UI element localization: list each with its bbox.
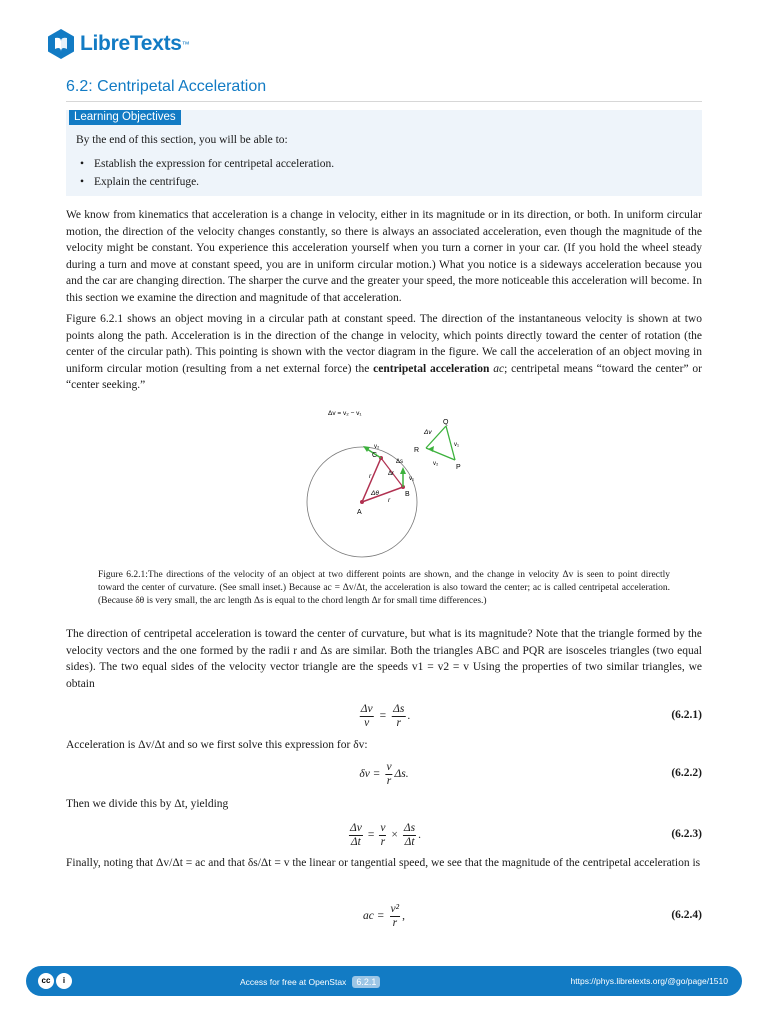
footer-url-link[interactable]: https://phys.libretexts.org/@go/page/1510 xyxy=(570,976,728,986)
attribution-icon: i xyxy=(56,973,72,989)
paragraph-figure-intro xyxy=(66,311,702,394)
symbol-ac: ac xyxy=(493,362,505,375)
figure-label-v2: v₂ xyxy=(374,444,380,450)
figure-label-ds: Δs xyxy=(396,459,404,465)
cc-icon: cc xyxy=(38,973,54,989)
figure-label-dtheta: Δθ xyxy=(371,490,379,497)
title-divider xyxy=(66,101,702,102)
equation-6-2-3: $\frac{\Delta v}{\Delta t}$ = $\frac{v}{r}$ × $\frac{\Delta s}{\Delta t}$ . (6.2.3) xyxy=(349,821,702,848)
paragraph-solve: Acceleration is Δv/Δt and so we first solve this expression for δv: xyxy=(66,739,368,751)
paragraph-divide: Then we divide this by Δt, yielding xyxy=(66,798,229,810)
learning-objectives-box xyxy=(66,110,702,196)
paragraph-finally: Finally, noting that Δv/Δt = ac and that δs/Δt = v the linear or tangential speed, we see that the magnitude of the centripetal acceleration is xyxy=(66,857,701,869)
figure-label-tri-v2: v₂ xyxy=(433,461,439,467)
libretexts-logo-icon xyxy=(46,28,76,60)
fraction: $\frac{\Delta s}{r}$ xyxy=(393,702,405,729)
figure-caption: Figure 6.2.1:The directions of the velocity of an object at two different points are shown, and the change in velocity Δv is seen to point directly toward the center of curvature. (See small inset.) Because ac = Δv/Δt, the acceleration is also toward the center; ac is called centripetal acceleration. (Because δθ is very small, the arc length Δs is equal to the chord length Δr for small time differences.) xyxy=(98,570,670,606)
fraction: $\frac{v}{r}$ xyxy=(386,760,392,787)
list-item: • Establish the expression for centripetal acceleration. xyxy=(76,156,334,174)
figure-label-C: C xyxy=(372,452,378,459)
figure-label-P: P xyxy=(456,464,461,471)
figure-label-top: Δv = v₂ − v₁ xyxy=(328,410,362,417)
equation-6-2-2: δv = $\frac{v}{r}$ Δs. (6.2.2) xyxy=(359,760,702,787)
figure-label-R: R xyxy=(414,447,420,454)
equation-number: (6.2.3) xyxy=(671,828,702,840)
page-badge: 6.2.1 xyxy=(352,976,380,988)
fraction: $\frac{\Delta v}{v}$ xyxy=(360,702,373,729)
page-title: 6.2: Centripetal Acceleration xyxy=(66,78,267,95)
equation-6-2-4: ac = $\frac{\text{v²}}{r}$ , (6.2.4) xyxy=(363,902,702,929)
libretexts-logo[interactable] xyxy=(46,26,190,62)
figure-label-r1: r xyxy=(369,473,372,480)
fraction: $\frac{\Delta s}{\Delta t}$ xyxy=(403,821,416,848)
cc-license-badge[interactable] xyxy=(38,973,74,989)
access-text: Access for free at OpenStax xyxy=(240,977,347,987)
learning-objectives-list xyxy=(76,156,334,191)
figure-label-B: B xyxy=(405,491,410,498)
figure-label-Q: Q xyxy=(443,419,449,426)
figure-centripetal-diagram xyxy=(300,402,480,562)
brand-tm: ™ xyxy=(181,39,190,49)
paragraph-text: ; centripetal means “toward the center” or “center seeking.” xyxy=(66,362,702,392)
fraction: $\frac{\text{v²}}{r}$ xyxy=(390,902,400,929)
figure-label-dv: Δv xyxy=(424,429,432,436)
figure-label-dr: Δr xyxy=(388,471,395,477)
equation-number: (6.2.2) xyxy=(671,767,702,779)
footer-bar xyxy=(26,966,742,996)
equation-number: (6.2.4) xyxy=(671,909,702,921)
paragraph-intro: We know from kinematics that acceleration is a change in velocity, either in its magnitude or in its direction, or both. In uniform circular motion, the direction of the velocity changes constantly, so there is always an associated acceleration, even though the magnitude of the velocity might be constant. You experience this acceleration yourself when you turn a corner in your car. (If you hold the wheel steady during a turn and move at constant speed, you are in uniform circular motion.) What you notice is a sideways acceleration because you and the car are changing direction. The sharper the curve and the greater your speed, the more noticeable this acceleration will become. In this section we examine the direction and magnitude of that acceleration. xyxy=(66,209,702,304)
fraction: $\frac{v}{r}$ xyxy=(380,821,386,848)
list-item: • Explain the centrifuge. xyxy=(76,174,334,192)
figure-label-tri-v1: v₁ xyxy=(454,442,460,448)
figure-label-A: A xyxy=(357,509,362,516)
figure-label-r2: r xyxy=(388,497,391,504)
learning-objectives-intro: By the end of this section, you will be able to: xyxy=(76,134,288,146)
fraction: $\frac{\Delta v}{\Delta t}$ xyxy=(349,821,362,848)
equation-6-2-1: $\frac{\Delta v}{v}$ = $\frac{\Delta s}{r}$ . (6.2.1) xyxy=(360,702,702,729)
footer-access-text xyxy=(240,976,380,988)
term-centripetal-acceleration: centripetal acceleration xyxy=(373,362,490,375)
equation-number: (6.2.1) xyxy=(671,709,702,721)
brand-name: LibreTexts xyxy=(80,32,182,55)
figure-label-v1: v₁ xyxy=(409,476,415,482)
learning-objectives-tab: Learning Objectives xyxy=(69,110,181,125)
paragraph-similar-triangles: The direction of centripetal acceleration is toward the center of curvature, but what is its magnitude? Note that the triangle formed by the velocity vectors and the one formed by the radii r and Δs are similar. Both the triangles ABC and PQR are isosceles triangles (two equal sides). The two equal sides of the velocity vector triangle are the speeds v1 = v2 = v Using the properties of two similar triangles, we obtain xyxy=(66,628,702,690)
paragraph-text: Figure 6.2.1 shows an object moving in a circular path at constant speed. The direction of the instantaneous velocity is shown at two points along the path. Acceleration is in the direction of the change in velocity, which points directly toward the center of rotation (the center of the circular path). This pointing is shown with the vector diagram in the figure. We call the acceleration of an object moving in uniform circular motion (resulting from a net external force) the xyxy=(66,313,702,375)
